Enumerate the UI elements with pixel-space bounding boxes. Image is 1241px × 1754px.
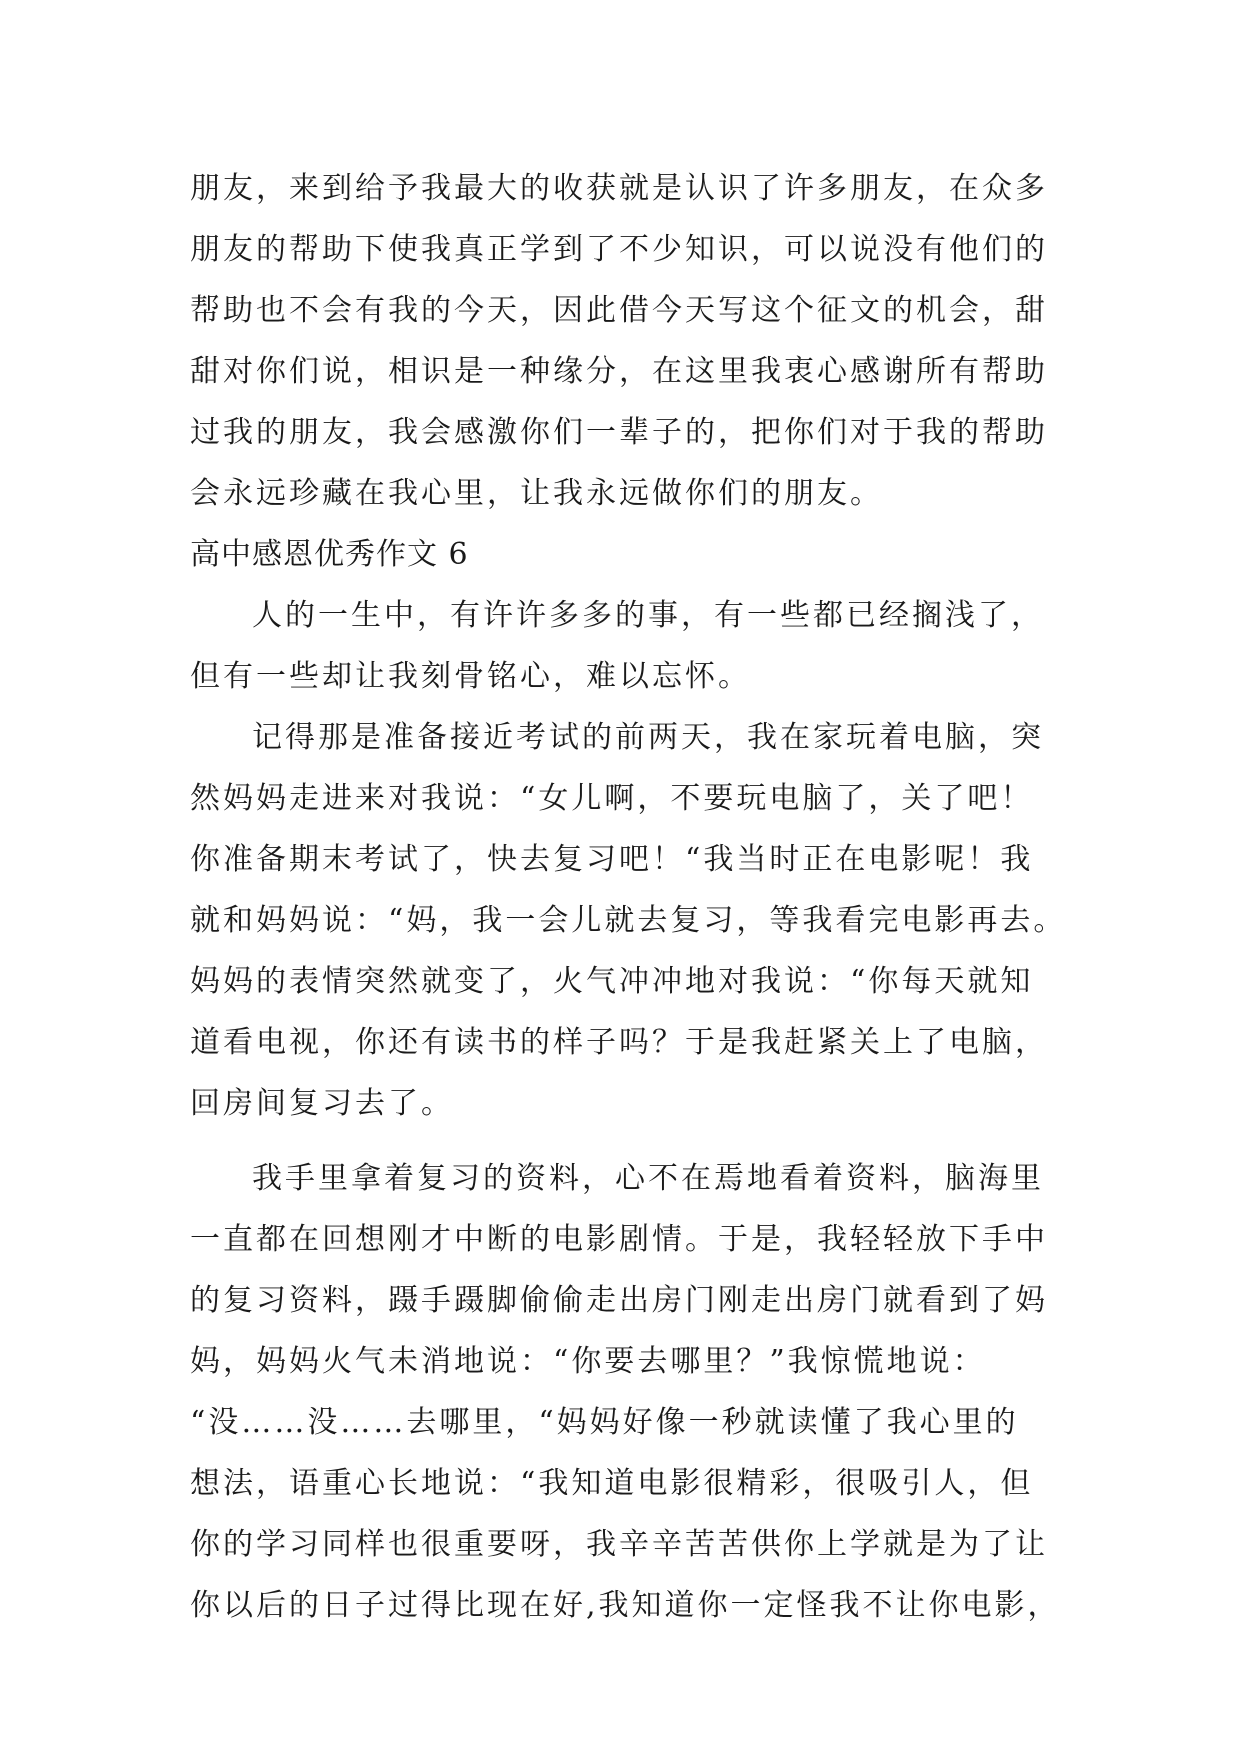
- text-line: 想法，语重心长地说：“我知道电影很精彩，很吸引人，但: [190, 1466, 1034, 1501]
- text-line: 回房间复习去了。: [190, 1086, 454, 1121]
- text-line: 朋友的帮助下使我真正学到了不少知识，可以说没有他们的: [190, 232, 1048, 267]
- text-line: 妈妈的表情突然就变了，火气冲冲地对我说：“你每天就知: [190, 964, 1034, 999]
- text-line: 你的学习同样也很重要呀，我辛辛苦苦供你上学就是为了让: [190, 1527, 1048, 1562]
- text-line: 会永远珍藏在我心里，让我永远做你们的朋友。: [190, 476, 883, 511]
- text-line: 然妈妈走进来对我说：“女儿啊，不要玩电脑了，关了吧！: [190, 781, 1034, 816]
- text-line: 甜对你们说，相识是一种缘分，在这里我衷心感谢所有帮助: [190, 354, 1048, 389]
- text-line: 道看电视，你还有读书的样子吗？于是我赶紧关上了电脑，: [190, 1025, 1048, 1060]
- paragraph-first-line: 记得那是准备接近考试的前两天，我在家玩着电脑，突: [252, 720, 1044, 755]
- text-line: 你以后的日子过得比现在好,我知道你一定怪我不让你电影，: [190, 1588, 1061, 1623]
- paragraph-first-line: 人的一生中，有许许多多的事，有一些都已经搁浅了，: [252, 598, 1044, 633]
- text-line: 过我的朋友，我会感激你们一辈子的，把你们对于我的帮助: [190, 415, 1048, 450]
- text-line: 但有一些却让我刻骨铭心，难以忘怀。: [190, 659, 751, 694]
- text-line: 的复习资料，蹑手蹑脚偷偷走出房门刚走出房门就看到了妈: [190, 1283, 1048, 1318]
- text-line: 帮助也不会有我的今天，因此借今天写这个征文的机会，甜: [190, 293, 1048, 328]
- text-line: 一直都在回想刚才中断的电影剧情。于是，我轻轻放下手中: [190, 1222, 1048, 1257]
- text-line: “没……没……去哪里，“妈妈好像一秒就读懂了我心里的: [190, 1405, 1019, 1440]
- paragraph-gap: [190, 1134, 1050, 1148]
- document-body: [190, 158, 1067, 1636]
- text-line: 朋友，来到给予我最大的收获就是认识了许多朋友，在众多: [190, 171, 1048, 206]
- section-title: 高中感恩优秀作文 6: [190, 537, 469, 572]
- paragraph-first-line: 我手里拿着复习的资料，心不在焉地看着资料，脑海里: [252, 1161, 1044, 1196]
- text-line: 妈，妈妈火气未消地说：“你要去哪里？”我惊慌地说：: [190, 1344, 986, 1379]
- text-line: 你准备期末考试了，快去复习吧！“我当时正在电影呢！我: [190, 842, 1034, 877]
- text-line: 就和妈妈说：“妈，我一会儿就去复习，等我看完电影再去。: [190, 903, 1067, 938]
